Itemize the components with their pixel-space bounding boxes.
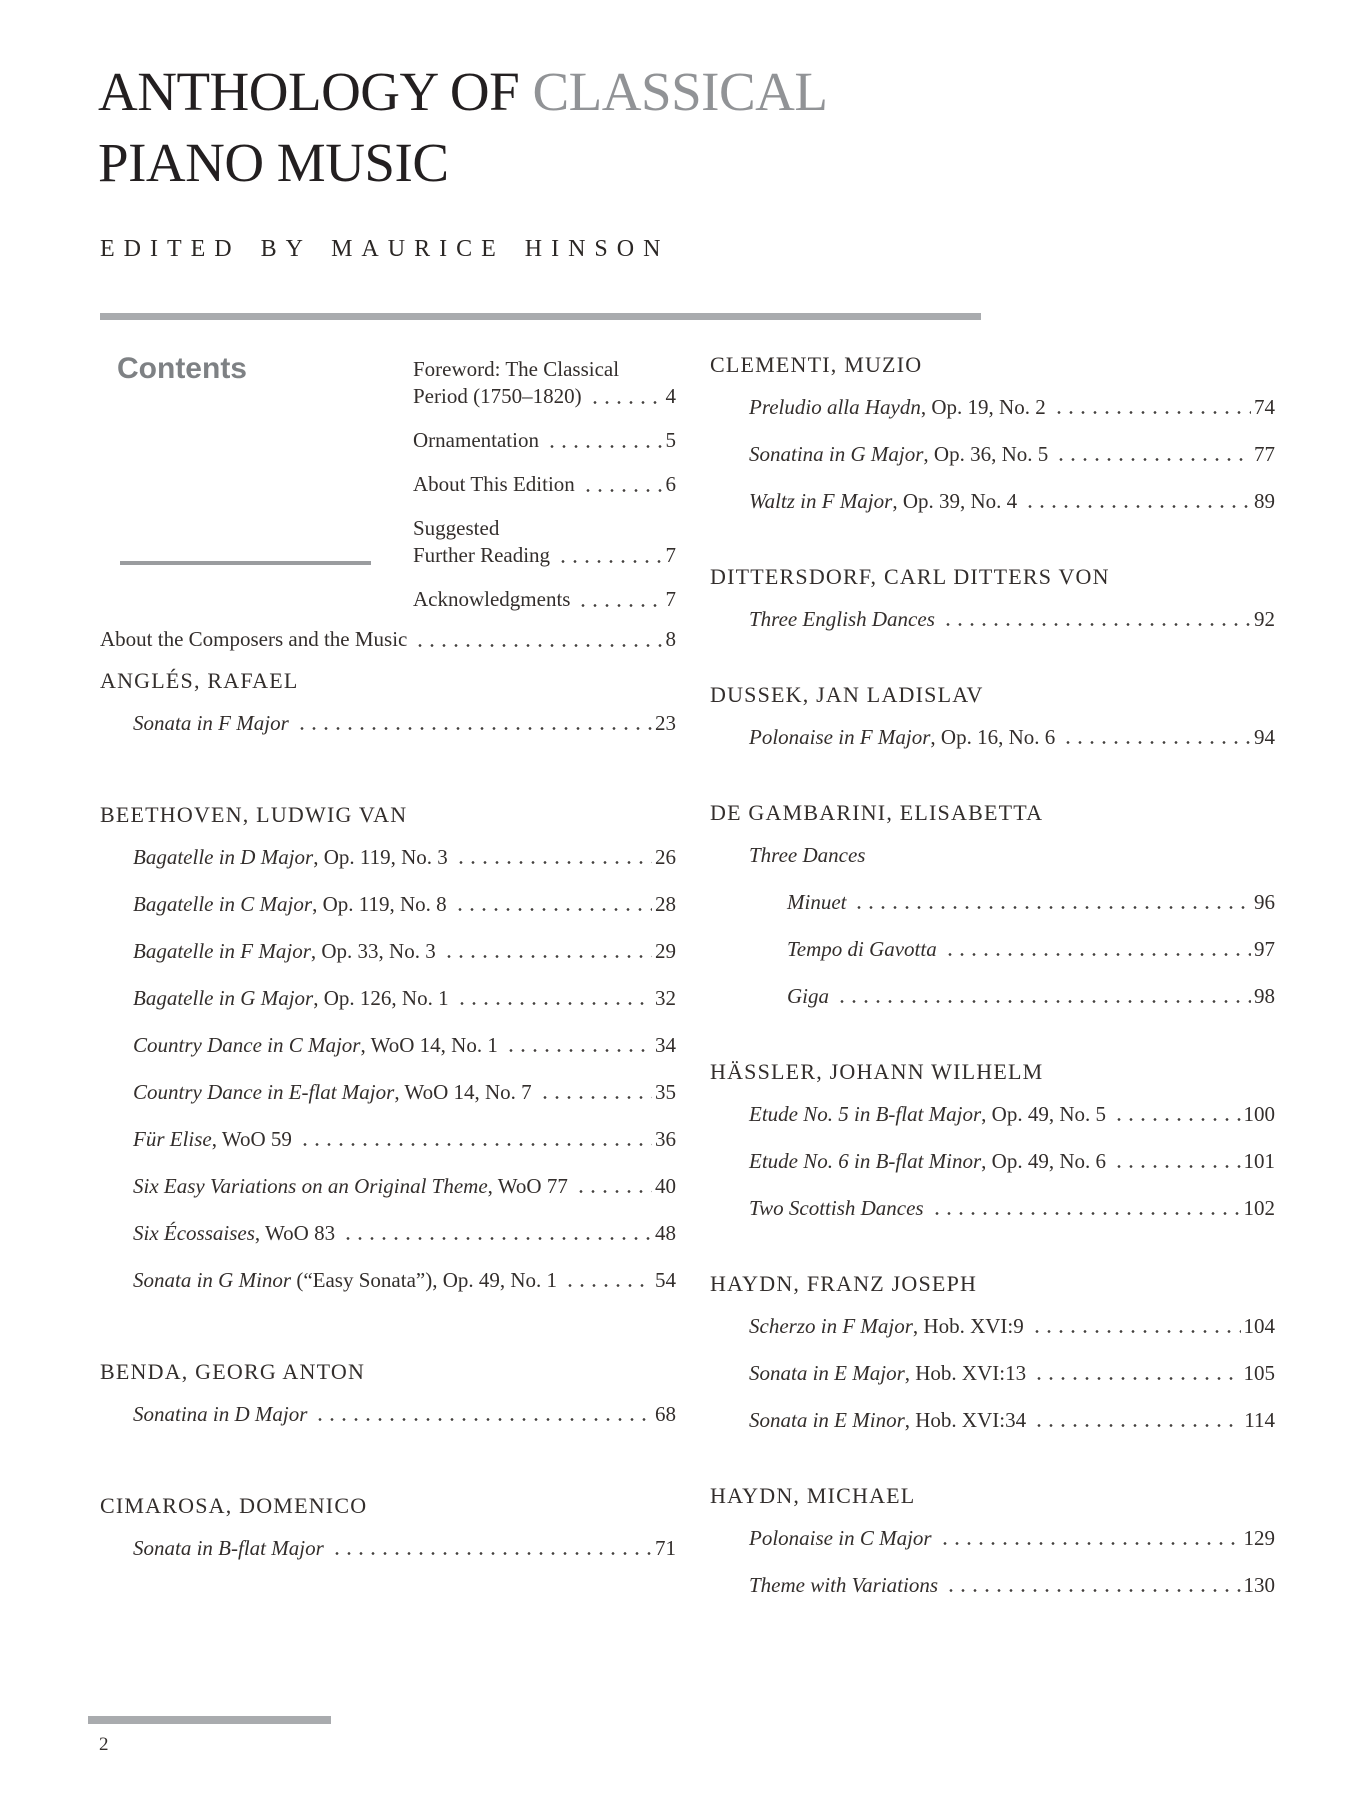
dot-leader	[943, 1572, 1240, 1598]
work-detail: , Op. 119, No. 3	[313, 845, 448, 869]
work-entry	[100, 1126, 676, 1152]
front-matter-entry	[413, 356, 676, 410]
work-title: Sonatina in D Major	[133, 1402, 308, 1426]
page-ref: 54	[655, 1268, 676, 1292]
page-ref: 5	[665, 428, 676, 452]
page-ref: 104	[1243, 1314, 1275, 1338]
work-entry	[710, 1407, 1275, 1433]
dot-leader	[587, 383, 663, 410]
work-entry	[100, 1220, 676, 1246]
page-ref: 96	[1254, 890, 1275, 914]
toc-column-left	[100, 652, 676, 1582]
page-ref: 35	[655, 1080, 676, 1104]
work-entry	[710, 441, 1275, 467]
work-entry	[710, 1148, 1275, 1174]
composer-name: CLEMENTI, MUZIO	[710, 352, 923, 377]
work-detail: , Op. 49, No. 6	[981, 1149, 1106, 1173]
dot-leader	[312, 1401, 652, 1427]
dot-leader	[537, 1079, 652, 1105]
front-matter-label: Ornamentation	[413, 428, 539, 452]
composer-name: HAYDN, FRANZ JOSEPH	[710, 1271, 978, 1296]
front-matter-line	[413, 515, 676, 542]
work-entry	[100, 938, 676, 964]
work-entry	[100, 844, 676, 870]
work-title: Two Scottish Dances	[749, 1196, 924, 1220]
work-detail: , Op. 126, No. 1	[313, 986, 449, 1010]
composer-section	[100, 668, 676, 736]
dot-leader	[573, 1173, 652, 1199]
work-title: Scherzo in F Major	[749, 1314, 913, 1338]
work-entry	[100, 1173, 676, 1199]
work-entry	[100, 1535, 676, 1561]
contents-heading: Contents	[117, 352, 247, 385]
work-entry	[100, 891, 676, 917]
front-matter-label: Foreword: The Classical	[413, 357, 620, 381]
dot-leader	[544, 427, 663, 454]
front-matter-label: Suggested	[413, 516, 500, 540]
dot-leader	[1053, 441, 1251, 467]
front-matter-label: Further Reading	[413, 543, 551, 567]
dot-leader	[555, 542, 662, 569]
page-ref: 100	[1243, 1102, 1275, 1126]
work-title: Giga	[787, 984, 829, 1008]
dot-leader	[340, 1220, 652, 1246]
page-ref: 89	[1254, 489, 1275, 513]
work-entry	[710, 1313, 1275, 1339]
work-detail: , WoO 83	[254, 1221, 336, 1245]
work-entry	[100, 985, 676, 1011]
front-matter-entry	[413, 586, 676, 613]
front-matter-label: Period (1750–1820)	[413, 384, 582, 408]
page-ref: 28	[655, 892, 676, 916]
dot-leader	[1031, 1407, 1241, 1433]
work-title: Sonata in E Major	[749, 1361, 905, 1385]
dot-leader	[940, 606, 1251, 632]
work-entry	[710, 724, 1275, 750]
work-title: Bagatelle in G Major	[133, 986, 314, 1010]
work-title: Etude No. 6 in B-flat Minor	[749, 1149, 982, 1173]
work-entry	[710, 1101, 1275, 1127]
work-detail: , Hob. XVI:9	[912, 1314, 1024, 1338]
work-title: Für Elise	[133, 1127, 212, 1151]
composer-section	[100, 802, 676, 1293]
work-entry	[710, 1360, 1275, 1386]
page-ref: 34	[655, 1033, 676, 1057]
dot-leader	[441, 938, 652, 964]
title-rule	[100, 313, 981, 320]
page-ref: 68	[655, 1402, 676, 1426]
book-title-gray: CLASSICAL	[532, 61, 828, 122]
work-entry	[100, 1401, 676, 1427]
work-entry	[100, 1079, 676, 1105]
front-matter-line	[413, 356, 676, 383]
composer-section	[710, 1271, 1275, 1433]
work-detail: , Op. 119, No. 8	[312, 892, 447, 916]
page-number: 2	[99, 1734, 109, 1755]
work-entry	[710, 936, 1275, 962]
page-ref: 36	[655, 1127, 676, 1151]
composer-name: BENDA, GEORG ANTON	[100, 1359, 366, 1384]
work-detail: , Op. 49, No. 5	[981, 1102, 1106, 1126]
edited-by-line: EDITED BY MAURICE HINSON	[100, 236, 670, 262]
work-detail: , Op. 19, No. 2	[920, 395, 1046, 419]
dot-leader	[412, 626, 662, 653]
composer-section	[710, 800, 1275, 1009]
front-matter-line	[413, 542, 676, 569]
work-title: Minuet	[787, 890, 847, 914]
work-title: Three English Dances	[749, 607, 935, 631]
dot-leader	[454, 985, 652, 1011]
composer-section	[100, 1359, 676, 1427]
page-ref: 32	[655, 986, 676, 1010]
work-title: Bagatelle in F Major	[133, 939, 311, 963]
work-title: Six Easy Variations on an Original Theme	[133, 1174, 488, 1198]
work-entry	[710, 606, 1275, 632]
composer-name: DITTERSDORF, CARL DITTERS VON	[710, 564, 1110, 589]
dot-leader	[1060, 724, 1251, 750]
page-ref: 94	[1254, 725, 1275, 749]
work-detail: , Op. 36, No. 5	[923, 442, 1049, 466]
composer-name: HAYDN, MICHAEL	[710, 1483, 916, 1508]
front-matter-label: About This Edition	[413, 472, 575, 496]
work-title: Sonata in G Minor	[133, 1268, 292, 1292]
dot-leader	[562, 1267, 652, 1293]
page-ref: 29	[655, 939, 676, 963]
dot-leader	[942, 936, 1251, 962]
dot-leader	[834, 983, 1251, 1009]
composer-name: HÄSSLER, JOHANN WILHELM	[710, 1059, 1044, 1084]
work-title: Etude No. 5 in B-flat Major	[749, 1102, 982, 1126]
work-title: Preludio alla Haydn	[749, 395, 921, 419]
work-detail: , Hob. XVI:13	[904, 1361, 1027, 1385]
about-composers-label: About the Composers and the Music	[100, 627, 408, 651]
composer-name: DE GAMBARINI, ELISABETTA	[710, 800, 1044, 825]
dot-leader	[575, 586, 662, 613]
work-detail: , Hob. XVI:34	[904, 1408, 1027, 1432]
dot-leader	[297, 1126, 652, 1152]
page-ref: 129	[1243, 1526, 1275, 1550]
dot-leader	[937, 1525, 1241, 1551]
work-title: Three Dances	[749, 843, 866, 867]
work-entry	[710, 889, 1275, 915]
page-ref: 105	[1243, 1361, 1275, 1385]
footer-rule	[88, 1716, 331, 1724]
work-title: Sonata in F Major	[133, 711, 289, 735]
work-entry	[100, 1032, 676, 1058]
work-title: Sonata in B-flat Major	[133, 1536, 324, 1560]
dot-leader	[1029, 1313, 1241, 1339]
page-ref: 98	[1254, 984, 1275, 1008]
dot-leader	[1111, 1101, 1241, 1127]
front-matter-entry	[413, 471, 676, 498]
page-ref: 130	[1243, 1573, 1275, 1597]
page-ref: 4	[665, 384, 676, 408]
dot-leader	[1111, 1148, 1241, 1174]
work-title: Sonata in E Minor	[749, 1408, 905, 1432]
composer-section	[710, 1483, 1275, 1598]
page-ref: 92	[1254, 607, 1275, 631]
book-title	[98, 56, 828, 198]
work-detail: , Op. 39, No. 4	[892, 489, 1018, 513]
dot-leader	[294, 710, 652, 736]
dot-leader	[1031, 1360, 1240, 1386]
composer-section	[710, 352, 1275, 514]
work-detail: , WoO 77	[487, 1174, 568, 1198]
book-title-line2: PIANO MUSIC	[98, 132, 449, 193]
composer-name: CIMAROSA, DOMENICO	[100, 1493, 368, 1518]
page-ref: 6	[665, 472, 676, 496]
work-title: Bagatelle in D Major	[133, 845, 314, 869]
front-matter-line	[413, 383, 676, 410]
work-title: Tempo di Gavotta	[787, 937, 937, 961]
work-entry	[710, 1195, 1275, 1221]
dot-leader	[329, 1535, 652, 1561]
composer-section	[710, 564, 1275, 632]
page-ref: 7	[665, 587, 676, 611]
work-title: Country Dance in C Major	[133, 1033, 361, 1057]
about-composers-entry	[100, 626, 676, 653]
dot-leader	[503, 1032, 652, 1058]
front-matter-label: Acknowledgments	[413, 587, 571, 611]
front-matter-line	[413, 471, 676, 498]
front-matter-list	[413, 356, 676, 630]
dot-leader	[1022, 488, 1251, 514]
work-detail: , WoO 14, No. 1	[360, 1033, 498, 1057]
front-matter-line	[413, 427, 676, 454]
book-title-dark: ANTHOLOGY OF	[98, 61, 533, 122]
work-title: Six Écossaises	[133, 1221, 255, 1245]
work-entry	[710, 983, 1275, 1009]
work-title: Waltz in F Major	[749, 489, 893, 513]
page-ref: 114	[1244, 1408, 1275, 1432]
dot-leader	[929, 1195, 1241, 1221]
work-title: Polonaise in F Major	[749, 725, 931, 749]
composer-name: DUSSEK, JAN LADISLAV	[710, 682, 984, 707]
composer-name: ANGLÉS, RAFAEL	[100, 668, 299, 693]
composer-section	[710, 1059, 1275, 1221]
front-matter-entry	[413, 427, 676, 454]
toc-column-right	[710, 336, 1275, 1619]
work-title: Country Dance in E-flat Major	[133, 1080, 395, 1104]
work-detail: , WoO 14, No. 7	[394, 1080, 532, 1104]
page-ref: 101	[1243, 1149, 1275, 1173]
page-ref: 48	[655, 1221, 676, 1245]
composer-section	[710, 682, 1275, 750]
page-ref: 97	[1254, 937, 1275, 961]
work-title: Polonaise in C Major	[749, 1526, 932, 1550]
page-ref: 23	[655, 711, 676, 735]
work-detail: , Op. 33, No. 3	[310, 939, 436, 963]
work-entry	[710, 842, 1275, 868]
front-matter-line	[413, 586, 676, 613]
front-matter-entry	[413, 515, 676, 569]
dot-leader	[1051, 394, 1251, 420]
work-entry	[100, 710, 676, 736]
page-ref: 74	[1254, 395, 1275, 419]
page-ref: 8	[665, 627, 676, 651]
dot-leader	[452, 891, 652, 917]
dot-leader	[580, 471, 663, 498]
page-ref: 77	[1254, 442, 1275, 466]
work-title: Sonatina in G Major	[749, 442, 924, 466]
work-entry	[100, 1267, 676, 1293]
page-ref: 7	[665, 543, 676, 567]
dot-leader	[453, 844, 652, 870]
work-detail: , Op. 16, No. 6	[930, 725, 1056, 749]
page-ref: 26	[655, 845, 676, 869]
work-entry	[710, 488, 1275, 514]
work-detail: (“Easy Sonata”), Op. 49, No. 1	[291, 1268, 558, 1292]
contents-rule	[120, 561, 371, 565]
page-ref: 40	[655, 1174, 676, 1198]
work-detail: , WoO 59	[211, 1127, 292, 1151]
page-ref: 71	[655, 1536, 676, 1560]
work-entry	[710, 394, 1275, 420]
work-entry	[710, 1525, 1275, 1551]
work-title: Theme with Variations	[749, 1573, 939, 1597]
page-ref: 102	[1243, 1196, 1275, 1220]
work-entry	[710, 1572, 1275, 1598]
composer-name: BEETHOVEN, LUDWIG VAN	[100, 802, 408, 827]
composer-section	[100, 1493, 676, 1561]
work-title: Bagatelle in C Major	[133, 892, 313, 916]
dot-leader	[851, 889, 1251, 915]
